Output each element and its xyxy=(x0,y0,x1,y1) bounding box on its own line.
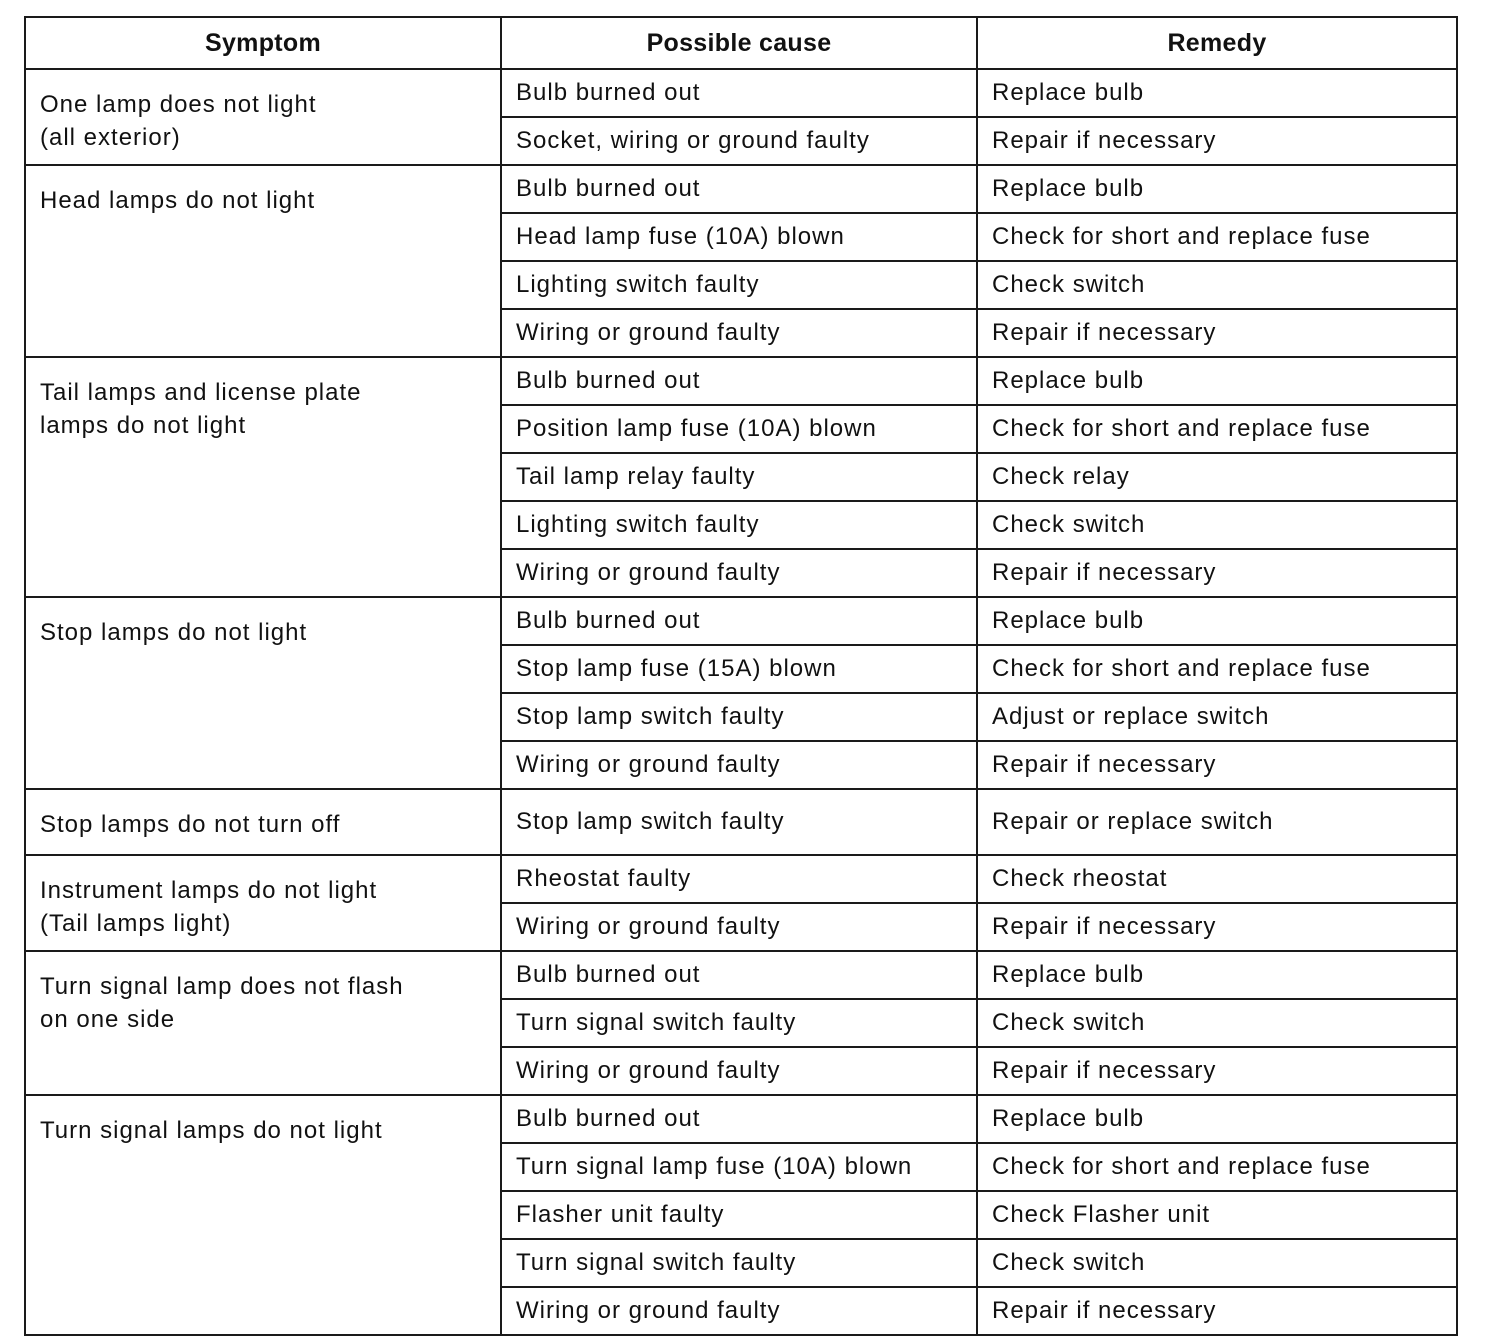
symptom-cell xyxy=(25,165,501,357)
troubleshooting-table-container xyxy=(24,16,1456,1336)
header-remedy: Remedy xyxy=(977,17,1457,69)
cause-cell: Flasher unit faulty xyxy=(501,1191,977,1239)
cause-cell: Position lamp fuse (10A) blown xyxy=(501,405,977,453)
remedy-cell: Check relay xyxy=(977,453,1457,501)
header-row xyxy=(25,17,1457,69)
header-symptom: Symptom xyxy=(25,17,501,69)
remedy-cell: Check for short and replace fuse xyxy=(977,645,1457,693)
remedy-cell: Repair if necessary xyxy=(977,549,1457,597)
remedy-cell: Repair or replace switch xyxy=(977,789,1457,855)
cause-cell: Bulb burned out xyxy=(501,165,977,213)
remedy-cell: Check switch xyxy=(977,999,1457,1047)
table-row xyxy=(25,597,1457,645)
cause-cell: Stop lamp switch faulty xyxy=(501,789,977,855)
remedy-cell: Check switch xyxy=(977,501,1457,549)
symptom-cell xyxy=(25,789,501,855)
symptom-line: (all exterior) xyxy=(40,124,181,151)
remedy-cell: Check for short and replace fuse xyxy=(977,1143,1457,1191)
table-row xyxy=(25,855,1457,903)
cause-cell: Wiring or ground faulty xyxy=(501,903,977,951)
remedy-cell: Replace bulb xyxy=(977,1095,1457,1143)
remedy-cell: Check Flasher unit xyxy=(977,1191,1457,1239)
remedy-cell: Check for short and replace fuse xyxy=(977,213,1457,261)
symptom-line: Turn signal lamp does not flash xyxy=(40,973,404,1000)
remedy-cell: Check switch xyxy=(977,261,1457,309)
symptom-line: (Tail lamps light) xyxy=(40,910,232,937)
symptom-line: Tail lamps and license plate xyxy=(40,379,362,406)
cause-cell: Stop lamp fuse (15A) blown xyxy=(501,645,977,693)
symptom-line: Stop lamps do not light xyxy=(40,619,308,646)
symptom-line: Turn signal lamps do not light xyxy=(40,1117,383,1144)
cause-cell: Turn signal switch faulty xyxy=(501,1239,977,1287)
cause-cell: Lighting switch faulty xyxy=(501,261,977,309)
remedy-cell: Replace bulb xyxy=(977,357,1457,405)
symptom-line: lamps do not light xyxy=(40,412,247,439)
remedy-cell: Replace bulb xyxy=(977,951,1457,999)
cause-cell: Rheostat faulty xyxy=(501,855,977,903)
cause-cell: Bulb burned out xyxy=(501,951,977,999)
remedy-cell: Replace bulb xyxy=(977,69,1457,117)
table-row xyxy=(25,1095,1457,1143)
troubleshooting-table xyxy=(24,16,1458,1336)
symptom-cell xyxy=(25,951,501,1095)
cause-cell: Wiring or ground faulty xyxy=(501,309,977,357)
symptom-line: Instrument lamps do not light xyxy=(40,877,378,904)
symptom-line: on one side xyxy=(40,1006,176,1033)
cause-cell: Wiring or ground faulty xyxy=(501,1047,977,1095)
cause-cell: Bulb burned out xyxy=(501,597,977,645)
remedy-cell: Check rheostat xyxy=(977,855,1457,903)
table-row xyxy=(25,165,1457,213)
remedy-cell: Check switch xyxy=(977,1239,1457,1287)
cause-cell: Bulb burned out xyxy=(501,1095,977,1143)
remedy-cell: Repair if necessary xyxy=(977,741,1457,789)
symptom-cell xyxy=(25,357,501,597)
cause-cell: Wiring or ground faulty xyxy=(501,741,977,789)
cause-cell: Bulb burned out xyxy=(501,69,977,117)
symptom-cell xyxy=(25,69,501,165)
cause-cell: Bulb burned out xyxy=(501,357,977,405)
remedy-cell: Repair if necessary xyxy=(977,1287,1457,1335)
symptom-cell xyxy=(25,597,501,789)
cause-cell: Wiring or ground faulty xyxy=(501,549,977,597)
remedy-cell: Repair if necessary xyxy=(977,1047,1457,1095)
table-row xyxy=(25,789,1457,855)
symptom-line: Head lamps do not light xyxy=(40,187,316,214)
symptom-cell xyxy=(25,855,501,951)
remedy-cell: Adjust or replace switch xyxy=(977,693,1457,741)
remedy-cell: Repair if necessary xyxy=(977,903,1457,951)
remedy-cell: Repair if necessary xyxy=(977,117,1457,165)
table-row xyxy=(25,951,1457,999)
cause-cell: Lighting switch faulty xyxy=(501,501,977,549)
table-row xyxy=(25,69,1457,117)
cause-cell: Tail lamp relay faulty xyxy=(501,453,977,501)
remedy-cell: Replace bulb xyxy=(977,597,1457,645)
symptom-line: Stop lamps do not turn off xyxy=(40,811,341,838)
remedy-cell: Replace bulb xyxy=(977,165,1457,213)
symptom-cell xyxy=(25,1095,501,1335)
header-possible-cause: Possible cause xyxy=(501,17,977,69)
symptom-line: One lamp does not light xyxy=(40,91,317,118)
table-row xyxy=(25,357,1457,405)
cause-cell: Socket, wiring or ground faulty xyxy=(501,117,977,165)
remedy-cell: Check for short and replace fuse xyxy=(977,405,1457,453)
cause-cell: Wiring or ground faulty xyxy=(501,1287,977,1335)
cause-cell: Stop lamp switch faulty xyxy=(501,693,977,741)
cause-cell: Head lamp fuse (10A) blown xyxy=(501,213,977,261)
cause-cell: Turn signal switch faulty xyxy=(501,999,977,1047)
table-body xyxy=(25,69,1457,1335)
cause-cell: Turn signal lamp fuse (10A) blown xyxy=(501,1143,977,1191)
remedy-cell: Repair if necessary xyxy=(977,309,1457,357)
